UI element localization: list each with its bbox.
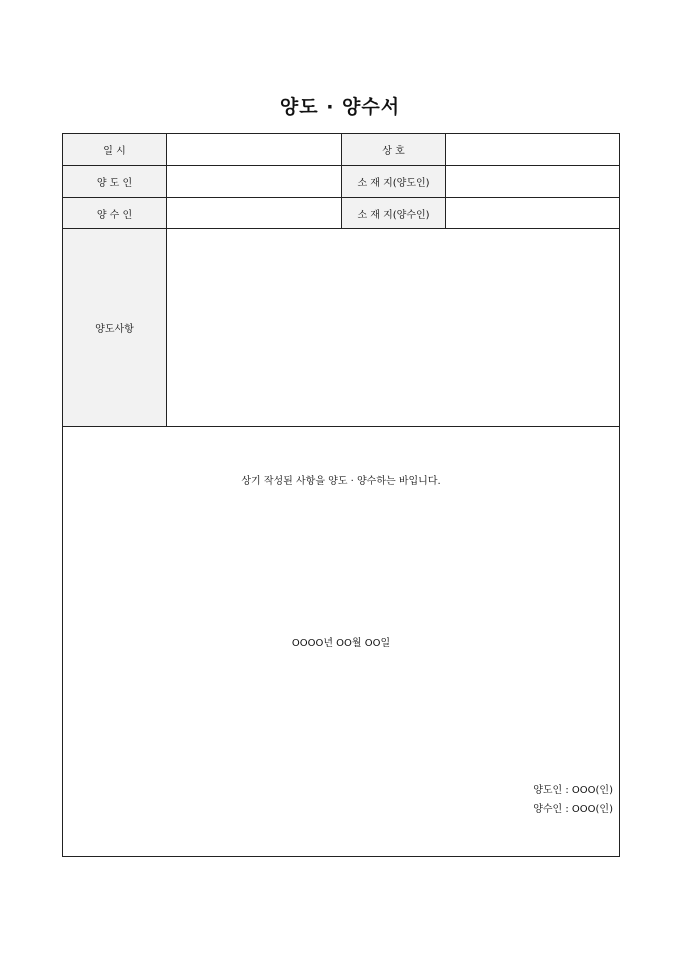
date-text: OOOO년 OO월 OO일	[291, 638, 391, 649]
label-transferee-address: 소 재 지(양수인)	[342, 198, 446, 228]
field-transfer-items[interactable]	[167, 229, 619, 426]
signature-transferee: 양수인 : OOO(인)	[533, 804, 613, 815]
label-company: 상 호	[342, 134, 446, 165]
field-transferor[interactable]	[167, 166, 342, 197]
document-title: 양도 · 양수서	[279, 96, 401, 118]
field-transferee-address[interactable]	[446, 198, 619, 228]
statement-text: 상기 작성된 사항을 양도 · 양수하는 바입니다.	[241, 476, 441, 487]
row-transferor	[63, 166, 619, 198]
label-transferee: 양 수 인	[63, 198, 167, 228]
row-transferee	[63, 198, 619, 229]
label-transferor-address: 소 재 지(양도인)	[342, 166, 446, 197]
field-transferor-address[interactable]	[446, 166, 619, 197]
label-transfer-items: 양도사항	[63, 229, 167, 426]
row-date-company	[63, 134, 619, 166]
label-date: 일 시	[63, 134, 167, 165]
label-transferor: 양 도 인	[63, 166, 167, 197]
field-company[interactable]	[446, 134, 619, 165]
signature-transferor: 양도인 : OOO(인)	[533, 785, 613, 796]
field-date[interactable]	[167, 134, 342, 165]
field-transferee[interactable]	[167, 198, 342, 228]
transfer-form	[62, 133, 620, 857]
row-transfer-items	[63, 229, 619, 427]
